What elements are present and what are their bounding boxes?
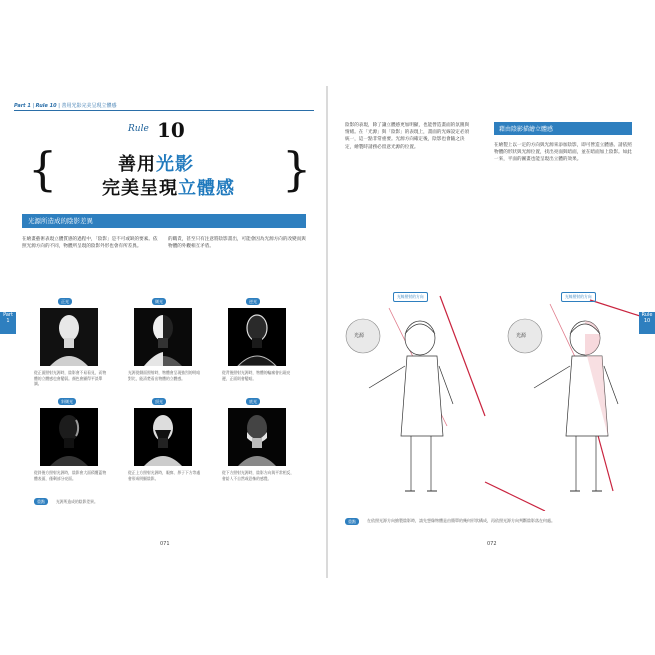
photo-front-light	[40, 308, 98, 366]
light-source-label-right: 光源	[516, 333, 527, 339]
photo-caption-side: 光源從側面照射時，物體會呈現強烈的明暗對比，能清楚看出物體的立體感。	[128, 370, 201, 381]
right-section-text: 在繪製上以一定的方向與光源來添加陰影，即可營造立體感。請依照物體的形狀與光源位置，找出亮面與暗面，並在暗面加上陰影。如此一來，平面的圖畫也能呈現出立體的效果。	[494, 143, 632, 163]
book-gutter	[326, 86, 328, 578]
section-heading-bar	[22, 214, 306, 228]
fig-tag-left: 光線照射的方向	[393, 292, 428, 302]
photo-bottom-light	[228, 408, 286, 466]
right-column-text: 陰影的表現，除了讓立體感更加明顯，也能營造畫面的氛圍與情緒。在「光源」與「陰影」的表現上，畫面的光線設定必須統一，這一點非常重要。光源方向確定後，陰影也會隨之決定，繪製時請務必留意光源的位置。	[345, 123, 470, 150]
photo-label-bottom: 底光	[246, 398, 260, 405]
note-tag: 重點	[34, 498, 48, 505]
page-title-line1: 善用光影	[118, 154, 194, 175]
part-side-tab: Part 1	[0, 312, 16, 334]
intro-text-right: 的職責，甚至只有注意將陰影畫出，可能會因為光源方向的改變而與物體的外觀相互矛盾。	[168, 237, 306, 250]
page-title-line2: 完美呈現立體感	[102, 178, 235, 199]
photo-caption-bottom: 從下方照射光源時，陰影方向與平常相反，會給人不自然或恐怖的感覺。	[222, 470, 295, 481]
note-text: 光源所造成的陰影差異。	[56, 499, 98, 504]
section-heading: 光源所造成的陰影差異	[28, 217, 93, 225]
photo-caption-front: 從正面照射光源時，陰影會不易看見，而物體的立體感也會變弱。顏色會顯得平淡單調。	[34, 370, 107, 386]
intro-text-left: 在繪畫藝術表現立體質感的過程中，「陰影」是不可或缺的要素。依照光源方向的不同，物體所呈現的陰影外形也會有所差異。	[22, 237, 158, 250]
running-header: Part 1 | Rule 10 | 善用光影完美呈現立體感	[14, 103, 117, 109]
right-section-heading-bar	[494, 122, 632, 135]
photo-label-oblique: 斜側光	[58, 398, 76, 405]
photo-top-light	[134, 408, 192, 466]
rule-label: Rule	[128, 124, 149, 134]
page-number-left: 071	[160, 541, 170, 547]
light-source-label-left: 光源	[354, 333, 365, 339]
photo-label-side: 側光	[152, 298, 166, 305]
figure-caption: 在依照光源方向繪製陰影時，請先想像物體是由簡單的幾何形狀構成，再依照光源方向判斷陰影落在何處。	[367, 518, 555, 523]
figure-note-tag: 重點	[345, 518, 359, 525]
photo-caption-oblique: 從斜後方照射光源時，陰影會大面積覆蓋物體表面，僅剩部分亮面。	[34, 470, 107, 481]
page-number-right: 072	[487, 541, 497, 547]
photo-back-light	[228, 308, 286, 366]
photo-oblique-light	[40, 408, 98, 466]
rule-number: 10	[157, 118, 185, 142]
left-page	[0, 86, 327, 578]
left-brace-icon: {	[28, 142, 58, 196]
right-page	[327, 86, 655, 578]
right-section-heading: 藉由陰影描繪立體感	[499, 126, 554, 133]
illustration-figure	[345, 286, 640, 511]
right-brace-icon: }	[282, 142, 312, 196]
photo-caption-back: 從背後照射光源時，物體的輪廓會出現亮邊，正面則會變暗。	[222, 370, 291, 381]
header-rule-line	[14, 110, 314, 111]
photo-side-light	[134, 308, 192, 366]
rule-side-tab: Rule 10	[639, 312, 655, 334]
photo-label-back: 逆光	[246, 298, 260, 305]
photo-label-front: 正光	[58, 298, 72, 305]
fig-tag-right: 光線照射的方向	[561, 292, 596, 302]
photo-label-top: 頂光	[152, 398, 166, 405]
photo-caption-top: 從正上方照射光源時，眼窩、鼻子下方等處會形成明顯陰影。	[128, 470, 201, 481]
